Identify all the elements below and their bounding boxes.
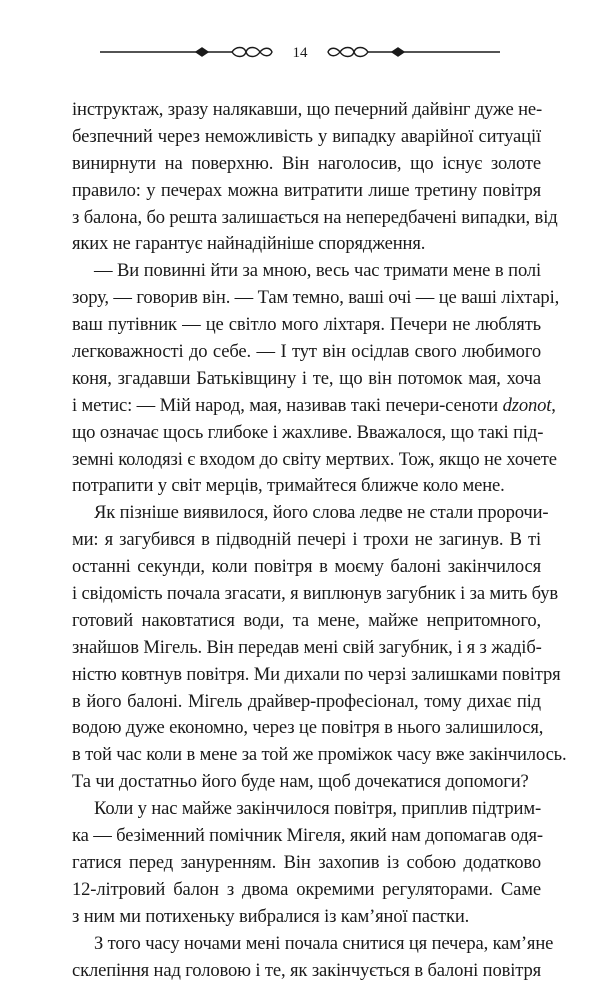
text-line: потрапити у світ мерців, тримайтеся ближче коло мене. (72, 473, 541, 500)
text-line: гатися перед зануренням. Він захопив із собою додатково (72, 850, 541, 877)
header-left-diamond (196, 48, 208, 56)
text-segment: , (551, 395, 556, 416)
text-segment: і метис: — Мій народ, мая, називав такі печери-сеноти (72, 395, 503, 416)
header-left-knot (232, 48, 260, 57)
text-line: коня, згадавши Батьківщину і те, що він потомок мая, хоча (72, 366, 541, 393)
text-line: ми: я загубився в підводній печері і трохи не загинув. В ті (72, 527, 541, 554)
text-line: з ним ми потихеньку вибралися із кам’яної пастки. (72, 904, 541, 931)
text-line: зору, — говорив він. — Там темно, ваші очі — це ваші ліхтарі, (72, 285, 541, 312)
text-line: Як пізніше виявилося, його слова ледве не стали пророчи- (72, 500, 541, 527)
text-line: і свідомість почала згасати, я виплюнув загубник і за мить був (72, 581, 541, 608)
text-line: з балона, бо решта залишається на непередбачені випадки, від (72, 205, 541, 232)
text-line: що означає щось глибоке і жахливе. Вважалося, що такі під- (72, 420, 541, 447)
text-line: легковажності до себе. — І тут він осідлав свого любимого (72, 339, 541, 366)
body-text (72, 97, 541, 984)
text-line: винирнути на поверхню. Він наголосив, що існує золоте (72, 151, 541, 178)
text-line: водою дуже економно, через це повітря в нього залишилося, (72, 715, 541, 742)
page-number: 14 (270, 44, 330, 62)
text-line: останні секунди, коли повітря в моєму балоні закінчилося (72, 554, 541, 581)
text-line: в його балоні. Мігель драйвер-професіонал, тому дихає під (72, 689, 541, 716)
paragraph (72, 796, 541, 930)
text-line-with-italic (72, 393, 541, 420)
italic-word: dzonot (503, 395, 552, 416)
text-line: в той час коли в мене за той же проміжок часу вже закінчилось. (72, 742, 541, 769)
text-line: яких не гарантує найнадійніше спорядження. (72, 231, 541, 258)
text-line: Та чи достатньо його буде нам, щоб дочекатися допомоги? (72, 769, 541, 796)
paragraph (72, 931, 541, 984)
text-line: знайшов Мігель. Він передав мені свій загубник, і я з жадіб- (72, 635, 541, 662)
text-line: інструктаж, зразу налякавши, що печерний дайвінг дуже не- (72, 97, 541, 124)
header-right-diamond (392, 48, 404, 56)
header-right-knot (340, 48, 368, 57)
text-line: земні колодязі є входом до світу мертвих. Тож, якщо не хочете (72, 447, 541, 474)
page-header (0, 38, 600, 68)
paragraph (72, 258, 541, 500)
text-line: готовий наковтатися води, та мене, майже непритомного, (72, 608, 541, 635)
text-line: Коли у нас майже закінчилося повітря, приплив підтрим- (72, 796, 541, 823)
text-line: 12-літровий балон з двома окремими регуляторами. Саме (72, 877, 541, 904)
text-line: ваш путівник — це світло мого ліхтаря. Печери не люблять (72, 312, 541, 339)
text-line: З того часу ночами мені почала снитися ця печера, кам’яне (72, 931, 541, 958)
text-line: безпечний через неможливість у випадку аварійної ситуації (72, 124, 541, 151)
text-line: — Ви повинні йти за мною, весь час тримати мене в полі (72, 258, 541, 285)
text-line: ністю ковтнув повітря. Ми дихали по черзі залишками повітря (72, 662, 541, 689)
paragraph (72, 500, 541, 796)
text-line: ка — безіменний помічник Мігеля, який нам допомагав одя- (72, 823, 541, 850)
paragraph (72, 97, 541, 258)
text-line: правило: у печерах можна витратити лише третину повітря (72, 178, 541, 205)
text-line: склепіння над головою і те, як закінчується в балоні повітря (72, 958, 541, 984)
